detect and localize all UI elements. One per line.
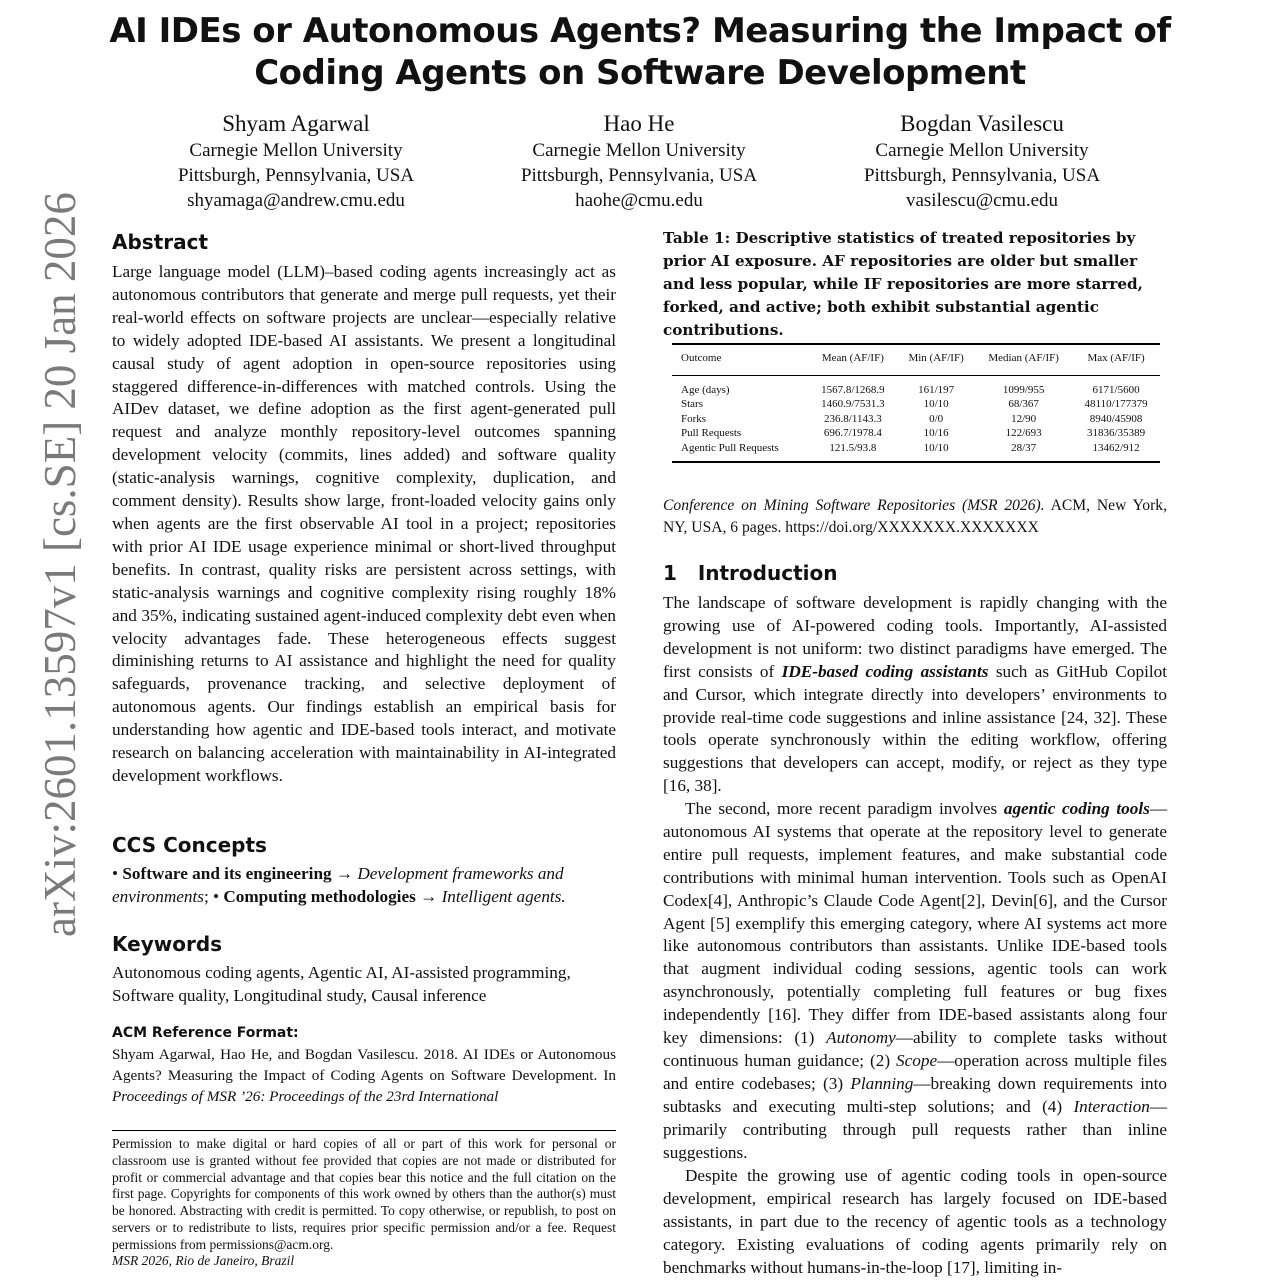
table-header: Max (AF/IF) bbox=[1072, 344, 1160, 375]
author-location: Pittsburgh, Pennsylvania, USA bbox=[177, 165, 415, 186]
ccs-item-term: Computing methodologies bbox=[223, 886, 416, 906]
intro-term: Autonomy bbox=[826, 1028, 896, 1048]
intro-text: such as GitHub Copilot and Cursor, which integrate directly into developers’ environments to provide real-time code suggestions and inline assistance [24, 32]. These tools operate synchronously within the editing workflow, offering suggestions that developers can accept, modify, or reject as they type [16, 38]. bbox=[663, 661, 1167, 796]
venue-line: MSR 2026, Rio de Janeiro, Brazil bbox=[112, 1253, 295, 1268]
table-row bbox=[672, 375, 1160, 397]
intro-paragraph: Despite the growing use of agentic coding tools in open-source development, empirical research has largely focused on IDE-based assistants, in part due to the recency of agentic tools as a technology category. Existing evaluations of coding agents primarily rely on benchmarks without humans-in-the-loop [17], limiting in- bbox=[663, 1166, 1167, 1277]
intro-text: The landscape of software development is rapidly changing with the growing use of AI-powered coding tools. Importantly, AI-assisted development is not uniform: two distinct paradigms have emerged. The first consists of bbox=[663, 593, 1167, 681]
keywords-heading: Keywords bbox=[112, 932, 223, 956]
conference-info bbox=[663, 495, 1167, 538]
section-title: Introduction bbox=[697, 561, 838, 585]
table-cell: 12/90 bbox=[1011, 412, 1037, 425]
table-header: Mean (AF/IF) bbox=[809, 344, 897, 375]
author-block bbox=[822, 110, 1142, 213]
author-name: Hao He bbox=[603, 111, 675, 136]
table-cell: 10/10 bbox=[897, 441, 975, 463]
table-cell: Forks bbox=[681, 412, 707, 425]
abstract-heading: Abstract bbox=[112, 230, 209, 254]
intro-emphasis: IDE-based coding assistants bbox=[781, 661, 989, 681]
author-name: Bogdan Vasilescu bbox=[900, 111, 1064, 136]
intro-text: —ability to complete tasks without continuous human guidance; (2) bbox=[663, 1028, 1167, 1070]
table-cell: 1567.8/1268.9 bbox=[821, 383, 885, 396]
table-cell: 121.5/93.8 bbox=[809, 441, 897, 463]
table-row bbox=[672, 441, 1160, 463]
ccs-concepts: • Software and its engineering → Development frameworks and environments; • Computing methodologies → Intelligent agents. bbox=[112, 864, 566, 906]
intro-text: —primarily contributing through pull requests rather than inline suggestions. bbox=[663, 1096, 1167, 1162]
author-block bbox=[479, 110, 799, 213]
intro-paragraph bbox=[663, 798, 1167, 1165]
table-cell: 10/16 bbox=[923, 427, 949, 439]
table-cell: Age (days) bbox=[681, 383, 730, 396]
author-email: haohe@cmu.edu bbox=[575, 190, 703, 211]
table-caption: Table 1: Descriptive statistics of treated repositories by prior AI exposure. AF repositories are older but smaller and less popular, while IF repositories are more starred, forked, and active; both exhibit substantial agentic contributions. bbox=[663, 229, 1143, 339]
conference-details: ACM, New York, NY, USA, 6 pages. https://doi.org/XXXXXXX.XXXXXXX bbox=[663, 497, 1167, 536]
author-affiliation: Carnegie Mellon University bbox=[189, 140, 403, 161]
ccs-heading: CCS Concepts bbox=[112, 833, 267, 857]
table-cell: 1460.9/7531.3 bbox=[821, 398, 885, 410]
author-block bbox=[136, 110, 456, 213]
table-cell: Pull Requests bbox=[681, 427, 742, 439]
ccs-item-desc: Development frameworks and environments bbox=[112, 864, 564, 906]
intro-text: —operation across multiple files and entire codebases; (3) bbox=[663, 1050, 1167, 1093]
table-cell: 31836/35389 bbox=[1087, 427, 1146, 439]
author-email: shyamaga@andrew.cmu.edu bbox=[187, 190, 405, 211]
author-location: Pittsburgh, Pennsylvania, USA bbox=[520, 165, 758, 186]
table-cell: 10/10 bbox=[923, 398, 949, 410]
acm-ref-heading: ACM Reference Format: bbox=[112, 1025, 299, 1041]
table-cell: 161/197 bbox=[918, 383, 955, 396]
descriptive-stats-table bbox=[672, 343, 1160, 463]
acm-ref-body: Shyam Agarwal, Hao He, and Bogdan Vasilescu. 2018. AI IDEs or Autonomous Agents? Measuring the Impact of Coding Agents on Software Development. In bbox=[112, 1046, 616, 1084]
intro-text: —breaking down requirements into subtasks and executing multi-step solutions; and (4) bbox=[663, 1073, 1167, 1116]
intro-term: Planning bbox=[850, 1073, 914, 1093]
intro-term: Interaction bbox=[1073, 1096, 1150, 1116]
table-cell: Agentic Pull Requests bbox=[672, 441, 809, 463]
conference-name: Conference on Mining Software Repositories (MSR 2026). bbox=[663, 497, 1045, 514]
table-cell: 28/37 bbox=[975, 441, 1072, 463]
table-cell: 13462/912 bbox=[1072, 441, 1160, 463]
intro-text: The second, more recent paradigm involves bbox=[685, 799, 998, 818]
author-email: vasilescu@cmu.edu bbox=[905, 190, 1059, 211]
intro-paragraph bbox=[663, 592, 1167, 798]
permission-notice: Permission to make digital or hard copies of all or part of this work for personal or classroom use is granted without fee provided that copies are not made or distributed for profit or commercial advantage and that copies bear this notice and the full citation on the first page. Copyrights for components of this work owned by others than the author(s) must be honored. Abstracting with credit is permitted. To copy otherwise, or republish, to post on servers or to redistribute to lists, requires prior specific permission and/or a fee. Request permissions from permissions@acm.org. bbox=[112, 1136, 616, 1252]
table-row bbox=[672, 397, 1160, 412]
table-row bbox=[672, 412, 1160, 427]
table-cell: 122/693 bbox=[1005, 427, 1042, 439]
acm-ref-proceedings: Proceedings of MSR ’26: Proceedings of the 23rd International bbox=[112, 1088, 499, 1105]
author-name: Shyam Agarwal bbox=[222, 111, 370, 136]
intro-heading bbox=[663, 560, 1167, 586]
keywords-text: Autonomous coding agents, Agentic AI, AI-assisted programming, Software quality, Longitudinal study, Causal inference bbox=[112, 963, 571, 1005]
section-number: 1 bbox=[663, 561, 677, 585]
table-cell: 68/367 bbox=[1008, 398, 1039, 410]
author-location: Pittsburgh, Pennsylvania, USA bbox=[863, 165, 1101, 186]
table-cell: 1099/955 bbox=[1002, 383, 1045, 396]
intro-emphasis: agentic coding tools bbox=[1003, 799, 1150, 818]
table-header: Min (AF/IF) bbox=[897, 344, 975, 375]
ccs-item-term: Software and its engineering bbox=[122, 864, 332, 883]
author-affiliation: Carnegie Mellon University bbox=[875, 140, 1089, 161]
table-cell: 696.7/1978.4 bbox=[823, 427, 882, 439]
arxiv-stamp: arXiv:2601.13597v1 [cs.SE] 20 Jan 2026 bbox=[35, 192, 85, 937]
intro-term: Scope bbox=[896, 1050, 938, 1070]
table-cell: Stars bbox=[681, 398, 703, 410]
ccs-item-desc: Intelligent agents. bbox=[441, 886, 566, 906]
table-cell: 8940/45908 bbox=[1089, 412, 1143, 425]
intro-text: —autonomous AI systems that operate at the repository level to generate entire pull requests, implement features, and make substantial code contributions with minimal human intervention. Tools such as OpenAI Codex[4], Anthropic’s Claude Code Agent[2], Devin[6], and the Cursor Agent [5] exemplify this emerging category, where AI systems act more like autonomous contributors than assistants. Unlike IDE-based tools that augment individual coding sessions, agentic tools can work asynchronously, potentially completing full features or bug fixes independently [16]. They differ from IDE-based assistants along four key dimensions: (1) bbox=[663, 799, 1167, 1048]
table-header: Median (AF/IF) bbox=[975, 344, 1072, 375]
table-cell: 0/0 bbox=[929, 412, 944, 425]
table-cell: 236.8/1143.3 bbox=[824, 412, 882, 425]
table-cell: 6171/5600 bbox=[1092, 383, 1140, 396]
table-row bbox=[672, 426, 1160, 441]
footnote-rule bbox=[112, 1130, 616, 1131]
table-cell: 48110/177379 bbox=[1084, 398, 1148, 410]
paper-title: AI IDEs or Autonomous Agents? Measuring the Impact of Coding Agents on Software Development bbox=[109, 11, 1171, 93]
table-header: Outcome bbox=[672, 344, 809, 375]
abstract-text: Large language model (LLM)–based coding agents increasingly act as autonomous contributors that generate and merge pull requests, yet their real-world effects on software projects are unclear—especially relative to widely adopted IDE-based AI assistants. We present a longitudinal causal study of agent adoption in open-source repositories using staggered difference-in-differences with matched controls. Using the AIDev dataset, we define adoption as the first agent-generated pull request and analyze monthly repository-level outcomes spanning development velocity (commits, lines added) and software quality (static-analysis warnings, cognitive complexity, duplication, and comment density). Results show large, front-loaded velocity gains only when agents are the first observable AI tool in a project; repositories with prior AI IDE usage experience minimal or short-lived throughput benefits. In contrast, quality risks are persistent across settings, with static-analysis warnings and cognitive complexity rising roughly 18% and 35%, indicating sustained agent-induced complexity debt even when velocity advantages fade. These heterogeneous effects suggest diminishing returns to AI assistance and highlight the need for quality safeguards, provenance tracking, and selective deployment of autonomous agents. Our findings establish an empirical basis for understanding how agentic and IDE-based tools interact, and motivate research on balancing acceleration with maintainability in AI-integrated development workflows. bbox=[112, 262, 616, 785]
table-header-row bbox=[672, 344, 1160, 375]
author-affiliation: Carnegie Mellon University bbox=[532, 140, 746, 161]
acm-ref-text bbox=[112, 1044, 616, 1107]
